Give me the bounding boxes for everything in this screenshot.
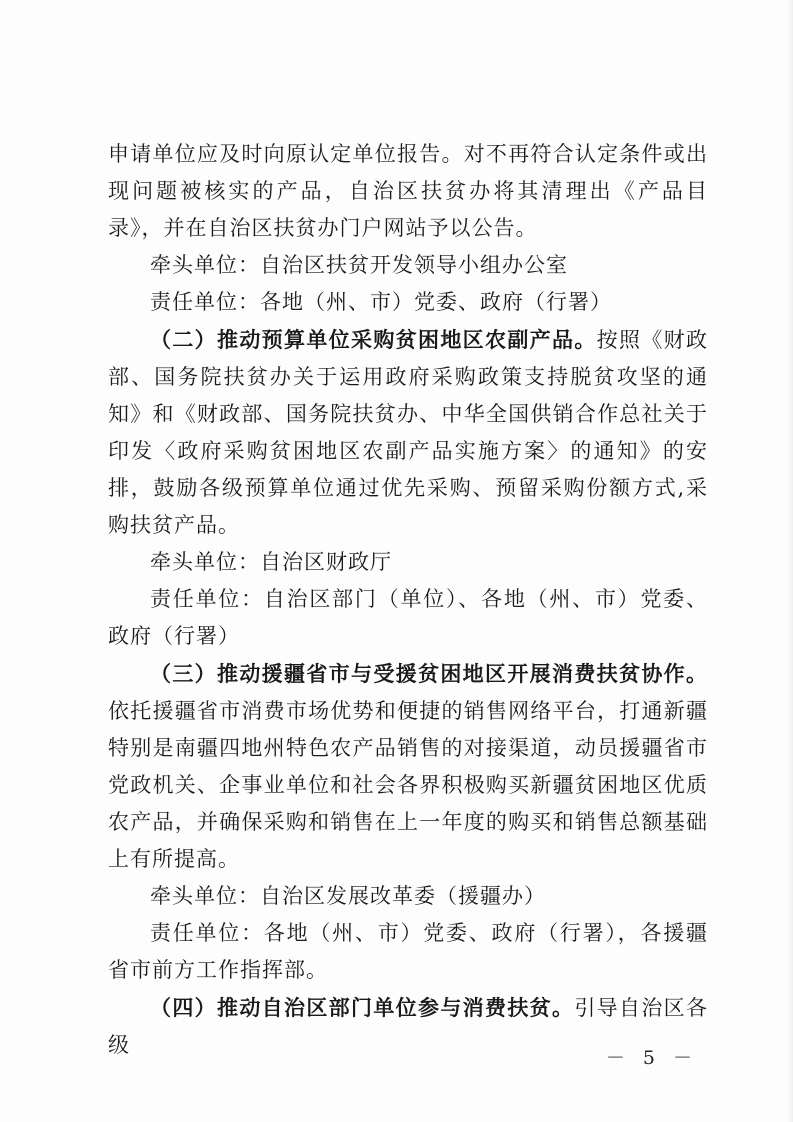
- paragraph-continuation: [108, 136, 708, 247]
- document-body: [108, 136, 708, 1064]
- paragraph-responsible-unit: [108, 284, 708, 321]
- section-3-paragraph: [108, 655, 708, 878]
- paragraph-text: 牵头单位：自治区扶贫开发领导小组办公室: [150, 253, 568, 277]
- paragraph-lead-unit: [108, 247, 708, 284]
- paragraph-text: 申请单位应及时向原认定单位报告。对不再符合认定条件或出现问题被核实的产品，自治区扶贫办将其清理出《产品目录》，并在自治区扶贫办门户网站予以公告。: [108, 142, 708, 240]
- section-heading: （三）推动援疆省市与受援贫困地区开展消费扶贫协作。: [150, 661, 708, 686]
- paragraph-text: 责任单位：各地（州、市）党委、政府（行署），各援疆省市前方工作指挥部。: [108, 921, 708, 982]
- paragraph-responsible-unit: [108, 915, 708, 989]
- paragraph-text: 引导自治区各级: [108, 996, 709, 1057]
- paragraph-text: 按照《财政部、国务院扶贫办关于运用政府采购政策支持脱贫攻坚的通知》和《财政部、国务院扶贫办、中华全国供销合作总社关于印发〈政府采购贫困地区农副产品实施方案〉的通知》的安排，鼓励各级预算单位通过优先采购、预留采购份额方式,采购扶贫产品。: [108, 328, 709, 537]
- section-heading: （二）推动预算单位采购贫困地区农副产品。: [150, 327, 597, 352]
- paragraph-text: 牵头单位：自治区财政厅: [150, 550, 392, 574]
- paragraph-responsible-unit: [108, 581, 708, 655]
- paragraph-text: 依托援疆省市消费市场优势和便捷的销售网络平台，打通新疆特别是南疆四地州特色农产品销售的对接渠道，动员援疆省市党政机关、企事业单位和社会各界积极购买新疆贫困地区优质农产品，并确保采购和销售在上一年度的购买和销售总额基础上有所提高。: [108, 699, 708, 871]
- section-heading: （四）推动自治区部门单位参与消费扶贫。: [150, 995, 575, 1020]
- paragraph-lead-unit: [108, 878, 708, 915]
- paragraph-text: 牵头单位：自治区发展改革委（援疆办）: [150, 884, 546, 908]
- paragraph-text: 责任单位：自治区部门（单位）、各地（州、市）党委、政府（行署）: [108, 587, 708, 648]
- paragraph-lead-unit: [108, 544, 708, 581]
- section-2-paragraph: [108, 321, 708, 544]
- page-number: － 5 －: [605, 1047, 698, 1069]
- paragraph-text: 责任单位：各地（州、市）党委、政府（行署）: [150, 290, 612, 314]
- scan-edge-shadow: [787, 0, 793, 1122]
